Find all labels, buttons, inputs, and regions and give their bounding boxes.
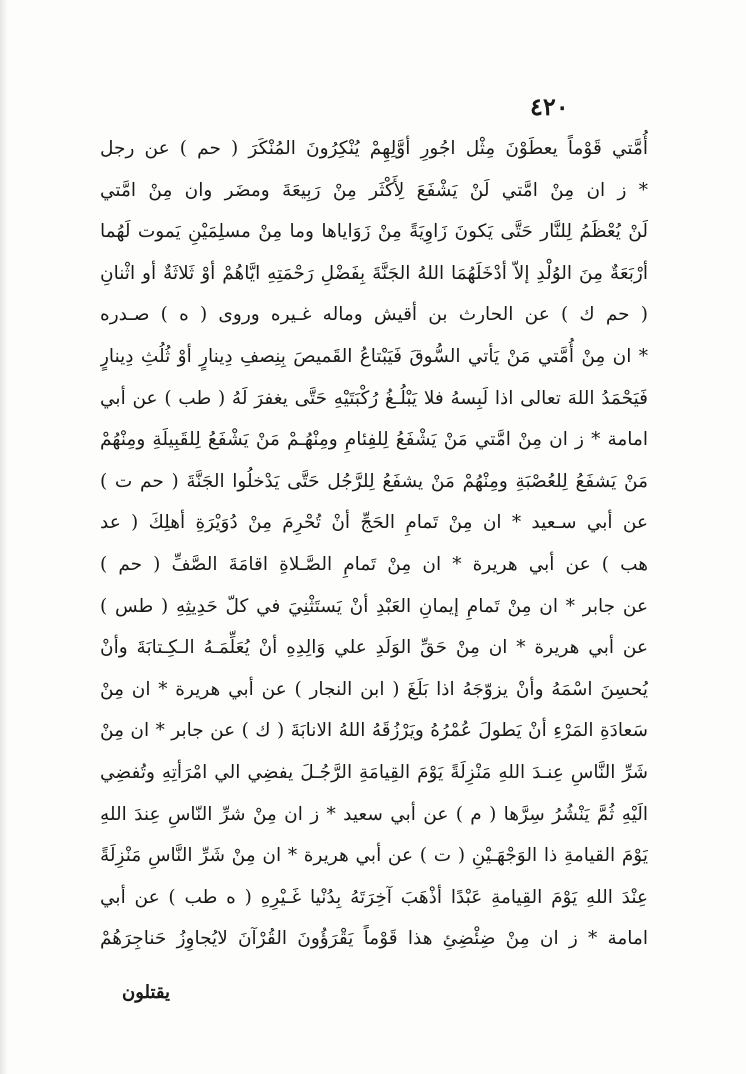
text-line: عن جابر * ان مِنْ تَمامِ إيمانِ العَبْدِ أنْ يَستَثْنِيَ في كلّ حَدِيثِهِ ( طس ): [100, 595, 648, 617]
text-line: شَرِّ النَّاسِ عِنـدَ اللهِ مَنْزِلَةً يَوْمَ القِيامَةِ الرَّجُـلَ يفضِي الي امْرَأتِهِ وتُفضِي: [100, 761, 648, 783]
text-line: عِنْدَ اللهِ يَوْمَ القِيامةِ عَبْدًا أذْهَبَ آخِرَتَهُ بِدُنْيا غَـيْرِهِ ( ه طب ) عن أبي: [100, 886, 648, 908]
page-number: ٤٢٠: [530, 92, 569, 121]
text-line: امامة * ز ان مِنْ امَّتي مَنْ يَشْفَعُ لِلفِئامِ ومِنْهُـمْ مَنْ يَشْفَعُ لِلقَبِيلَةِ ومِنْهُمْ: [100, 429, 648, 451]
text-line: أرْبَعَةٌ مِنَ الوُلْدِ إلاّ أدْخَلَهُمَا اللهُ الجَنَّةَ بِفَضْلِ رَحْمَتِهِ ايَّاهُمْ أوْ ثَلاثَةٌ أو اثْنانِ: [100, 262, 648, 284]
page-edge-shadow: [0, 0, 8, 1074]
text-line: لَنْ يُعْظَمُ لِلنَّار حَتَّى يَكونَ زَاوِيَةً مِنْ زَوَاياها وما مِنْ مسلِمَيْنِ يَموت لَهُما: [100, 221, 648, 243]
text-line: ( حم ك ) عن الحارث بن أقيش وماله غـيره وروى ( ه ) صـدره: [100, 304, 648, 326]
text-line: يُحسِنَ اسْمَهُ وأنْ يزوّجَهُ اذا بَلَغَ ( ابن النجار ) عن أبي هريرة * ان مِنْ: [100, 678, 648, 700]
text-line: الَيْهِ ثُمَّ يَنْشُرُ سِرَّها ( م ) عن أبي سعيد * ز ان مِنْ شرِّ النّاسِ عِندَ اللهِ: [100, 803, 648, 825]
text-line: أُمَّتي قَوْماً يعطَوْنَ مِثْل اجُورِ أوَّلِهِمْ يُنْكِرُونَ المُنْكَرَ ( حم ) عن رجل: [100, 138, 648, 159]
hadith-text-block: [100, 128, 648, 960]
text-line: يَوْمَ القيامةِ ذا الوَجْهَـيْنِ ( ت ) عن أبي هريرة * ان مِنْ شَرِّ النَّاسِ مَنْزِلَةً: [100, 845, 648, 867]
text-line: مَنْ يَشفَعُ لِلعُصْبَةِ ومِنْهُمْ مَنْ يشفَعُ لِلرَّجُل حَتَّى يَدْخلُوا الجَنَّةَ ( حم ت ): [100, 470, 648, 492]
text-line: سَعادَةِ المَرْءِ أنْ يَطولَ عُمْرُهُ ويَرْزُقَهُ اللهُ الانابَةَ ( ك ) عن جابر * ان مِنْ: [100, 720, 648, 742]
text-line: امامة * ز ان مِنْ ضِئْضِئِ هذا قَوْماً يَقْرَؤُونَ القُرْآنَ لايُجاوِزُ حَناجِرَهُمْ: [100, 928, 648, 950]
text-line: هب ) عن أبي هريرة * ان مِنْ تَمامِ الصَّـلاةِ اقامَةَ الصَّفِّ ( حم ): [100, 553, 648, 575]
catchword: يقتلون: [122, 982, 171, 1003]
text-line: * ز ان مِنْ امَّتي لَنْ يَشْفَعَ لِأَكْثَر مِنْ رَبِيعَةَ ومضَر وان مِنْ امَّتي: [100, 179, 648, 201]
text-line: * ان مِنْ أُمَّتي مَنْ يَأتي السُّوقَ فَيَبْتاعُ القَميصَ بِنِصفِ دِينارٍ أوْ ثُلُثِ دِينارٍ: [100, 345, 648, 367]
text-line: فَيَحْمَدُ اللهَ تعالى اذا لَبِسهُ فلا يَبْلُـغُ رُكْبَتَيْهِ حَتَّى يغفرَ لَهُ ( طب ) عن أبي: [100, 387, 648, 409]
text-line: عن أبي هريرة * ان مِنْ حَقِّ الوَلَدِ علي وَالِدِهِ أنْ يُعَلِّمَـهُ الـكِـتابَةَ وأنْ: [100, 637, 648, 659]
text-line: عن أبي سـعيد * ان مِنْ تَمامِ الحَجِّ أنْ تُحْرِمَ مِنْ دُوَيْرَةِ أهلِكَ ( عد: [100, 512, 648, 534]
